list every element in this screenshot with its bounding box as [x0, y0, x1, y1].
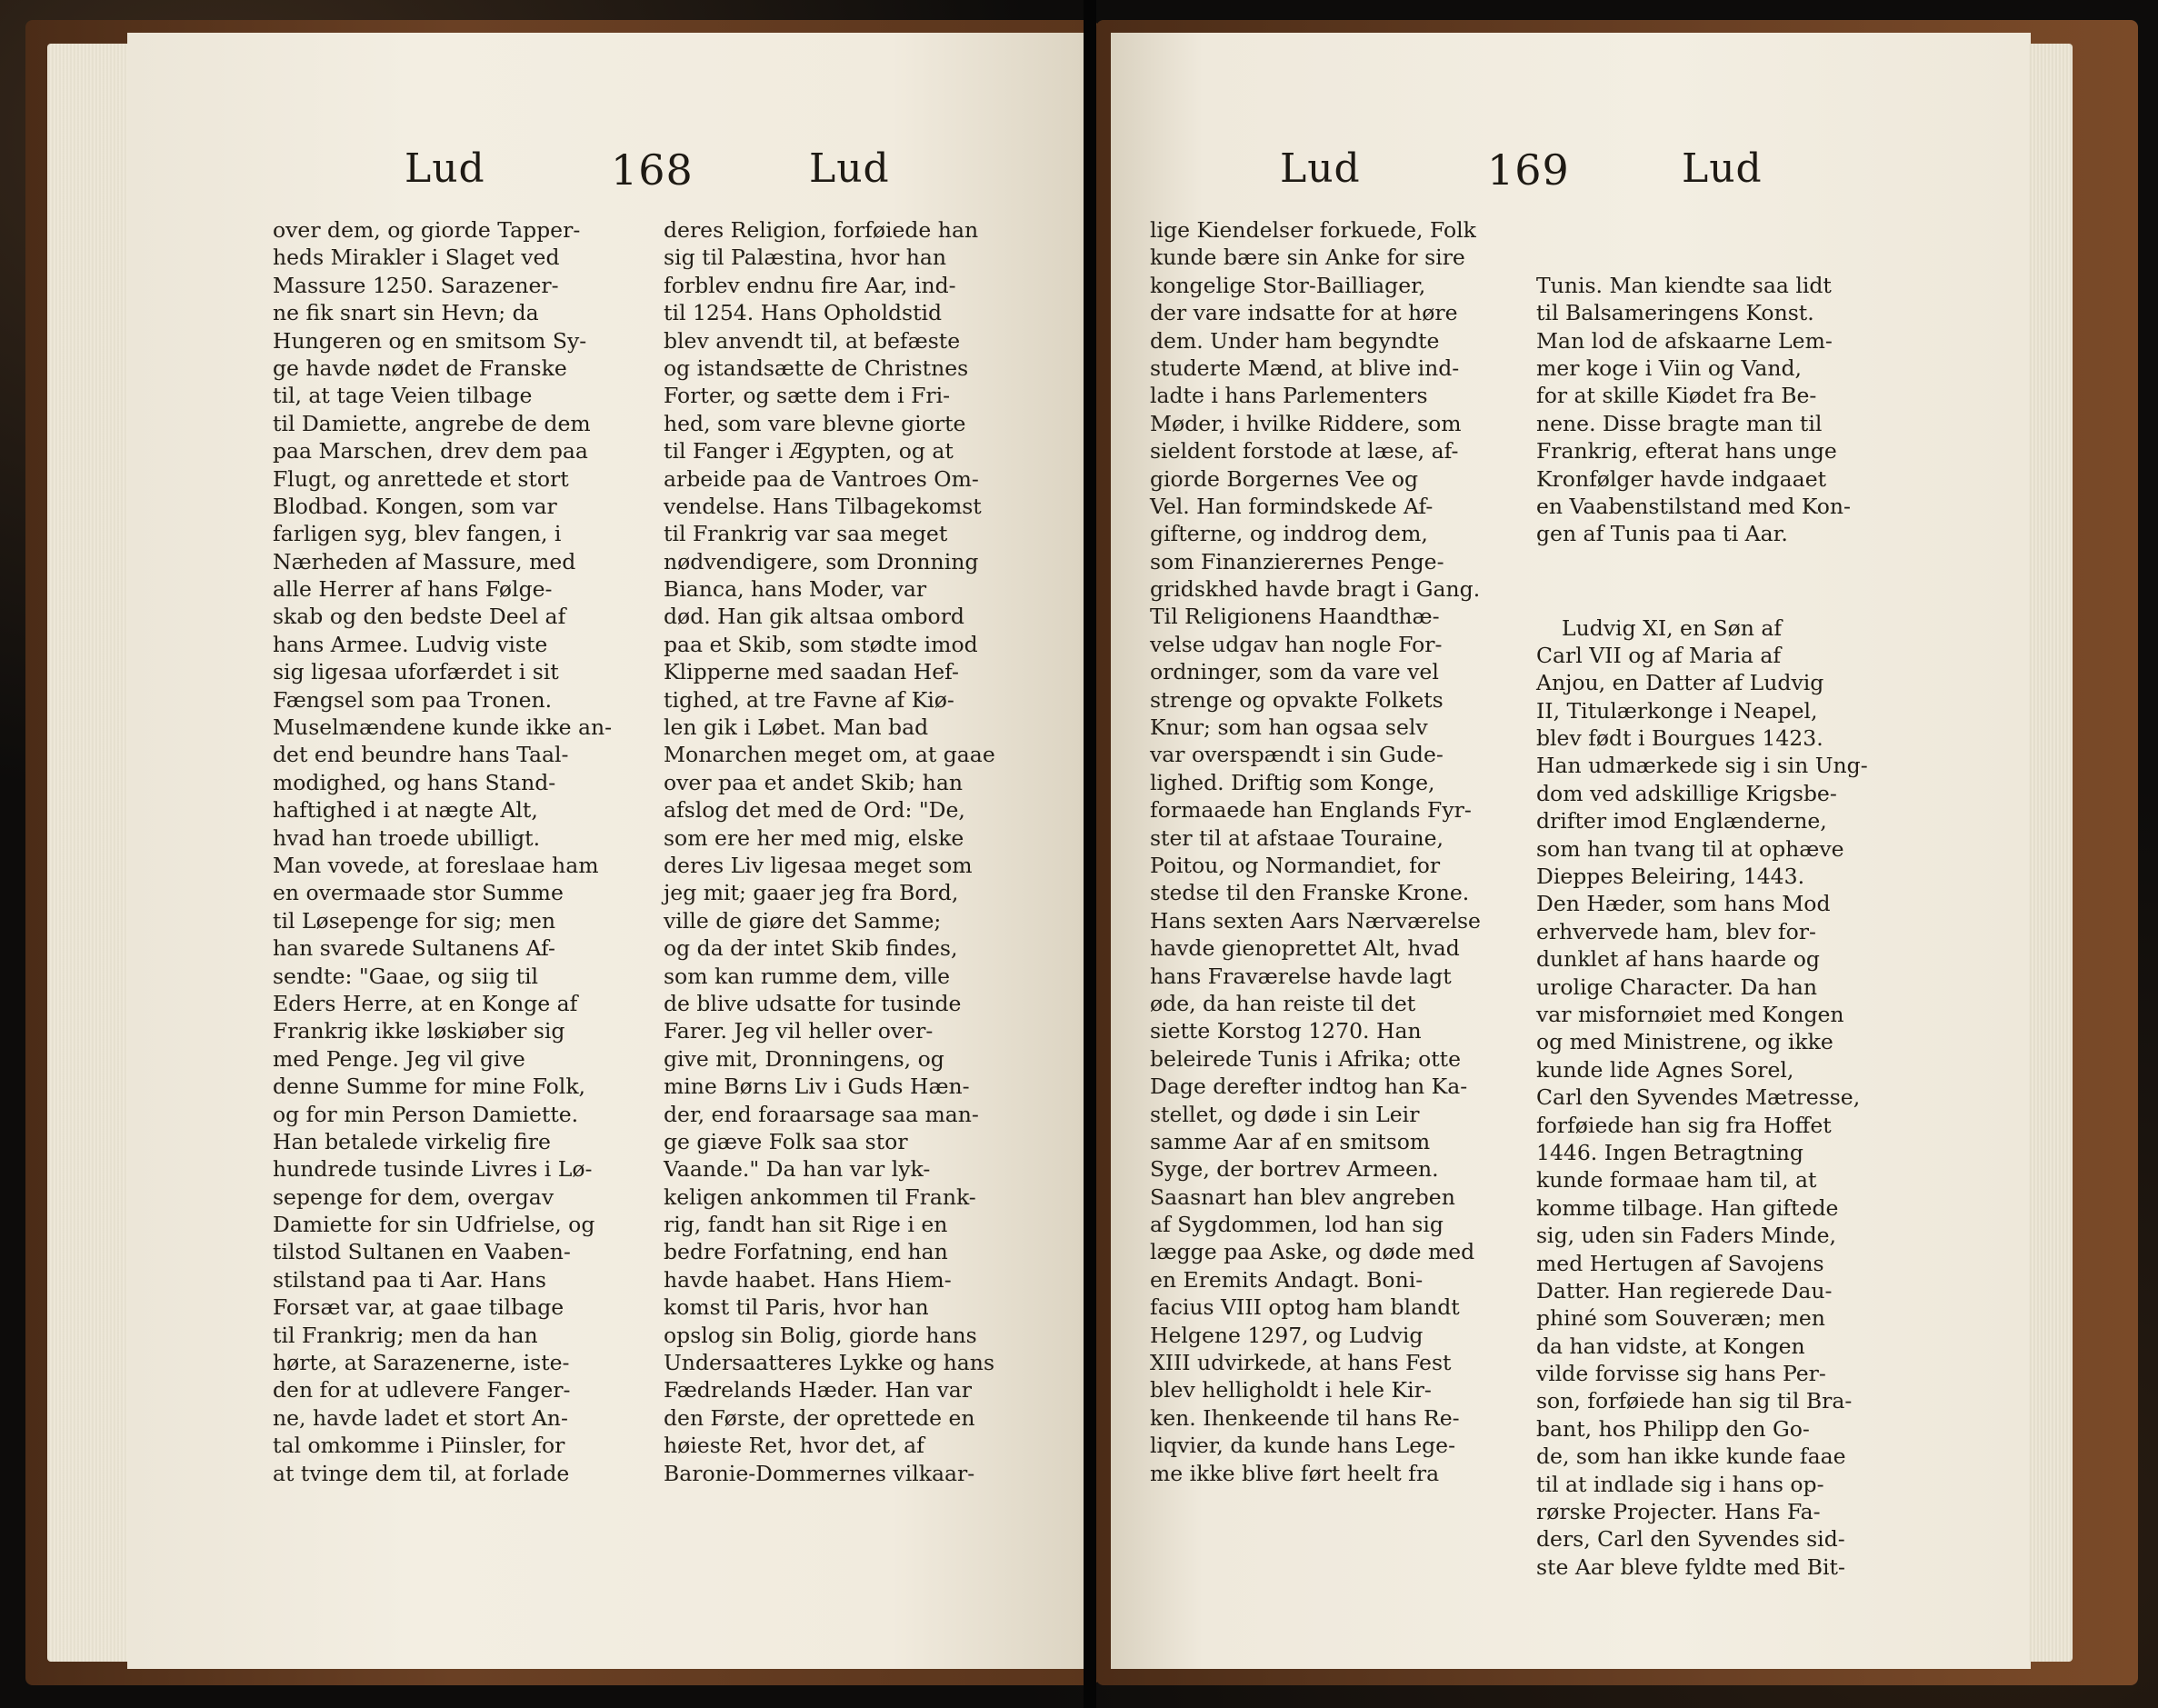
text-line: Tunis. Man kiendte saa lidt	[1536, 272, 1832, 298]
text-line: jeg mit; gaaer jeg fra Bord,	[664, 880, 959, 906]
text-line: Flugt, og anrettede et stort	[273, 465, 569, 492]
text-line: sig til Palæstina, hvor han	[664, 245, 947, 271]
text-line: Den Hæder, som hans Mod	[1536, 891, 1831, 917]
text-line: Forter, og sætte dem i Fri-	[664, 383, 951, 409]
text-line: Saasnart han blev angreben	[1150, 1184, 1455, 1210]
text-line: Vaande." Da han var lyk-	[664, 1156, 931, 1183]
text-line: modighed, og hans Stand-	[273, 769, 556, 795]
text-line: Farer. Jeg vil heller over-	[664, 1018, 934, 1044]
text-line: ladte i hans Parlementers	[1150, 383, 1428, 409]
text-line: sepenge for dem, overgav	[273, 1184, 554, 1210]
text-line: deres Religion, forføiede han	[664, 217, 979, 243]
text-line: Baronie-Dommernes vilkaar-	[664, 1460, 975, 1486]
text-line: Hungeren og en smitsom Sy-	[273, 327, 587, 354]
text-line: liqvier, da kunde hans Lege-	[1150, 1433, 1456, 1459]
text-line: hans Fraværelse havde lagt	[1150, 963, 1452, 989]
text-line: Monarchen meget om, at gaae	[664, 742, 995, 768]
right-column-2-paragraph-1	[1536, 272, 1882, 548]
text-line: mine Børns Liv i Guds Hæn-	[664, 1074, 970, 1100]
text-line: og for min Person Damiette.	[273, 1101, 579, 1127]
text-line: Frankrig, efterat hans unge	[1536, 438, 1837, 464]
text-line: de blive udsatte for tusinde	[664, 990, 962, 1016]
text-line: Han udmærkede sig i sin Ung-	[1536, 753, 1868, 779]
text-line: og istandsætte de Christnes	[664, 355, 969, 381]
right-column-2-paragraph-2	[1536, 614, 1882, 1582]
text-line: Carl VII og af Maria af	[1536, 642, 1782, 668]
text-line: til, at tage Veien tilbage	[273, 383, 533, 409]
text-line: ken. Ihenkeende til hans Re-	[1150, 1404, 1460, 1431]
text-line: var overspændt i sin Gude-	[1150, 742, 1444, 768]
text-line: Ludvig XI, en Søn af	[1562, 614, 1783, 641]
right-page-column-2	[1536, 216, 1882, 1609]
text-line: lige Kiendelser forkuede, Folk	[1150, 217, 1476, 243]
text-line: tilstod Sultanen en Vaaben-	[273, 1239, 571, 1265]
text-line: bant, hos Philipp den Go-	[1536, 1415, 1810, 1442]
text-line: Muselmændene kunde ikke an-	[273, 714, 613, 741]
text-line: gen af Tunis paa ti Aar.	[1536, 521, 1788, 547]
text-line: erhvervede ham, blev for-	[1536, 918, 1816, 944]
text-line: da han vidste, at Kongen	[1536, 1333, 1805, 1359]
text-line: af Sygdommen, lod han sig	[1150, 1212, 1444, 1238]
text-line: Forsæt var, at gaae tilbage	[273, 1294, 564, 1321]
text-line: tal omkomme i Piinsler, for	[273, 1433, 565, 1459]
text-line: som han tvang til at ophæve	[1536, 835, 1844, 862]
text-line: stedse til den Franske Krone.	[1150, 880, 1470, 906]
text-line: over dem, og giorde Tapper-	[273, 217, 581, 243]
text-line: der, end foraarsage saa man-	[664, 1101, 979, 1127]
text-line: øde, da han reiste til det	[1150, 990, 1416, 1016]
text-line: rig, fandt han sit Rige i en	[664, 1212, 948, 1238]
text-line: facius VIII optog ham blandt	[1150, 1294, 1460, 1321]
text-line: velse udgav han nogle For-	[1150, 631, 1443, 657]
text-line: med Penge. Jeg vil give	[273, 1045, 525, 1072]
text-line: til at indlade sig i hans op-	[1536, 1471, 1824, 1497]
text-line: kunde lide Agnes Sorel,	[1536, 1056, 1794, 1083]
text-line: det end beundre hans Taal-	[273, 742, 569, 768]
text-line: arbeide paa de Vantroes Om-	[664, 465, 979, 492]
text-line: ders, Carl den Syvendes sid-	[1536, 1526, 1845, 1553]
text-line: ne, havde ladet et stort An-	[273, 1404, 568, 1431]
text-line: farligen syg, blev fangen, i	[273, 521, 562, 547]
text-line: for at skille Kiødet fra Be-	[1536, 383, 1817, 409]
text-line: studerte Mænd, at blive ind-	[1150, 355, 1460, 381]
text-line: hvad han troede ubilligt.	[273, 824, 541, 851]
text-line: Hans sexten Aars Nærværelse	[1150, 907, 1481, 934]
text-line: skab og den bedste Deel af	[273, 604, 566, 630]
text-line: forføiede han sig fra Hoffet	[1536, 1112, 1832, 1138]
text-line: kunde formaae ham til, at	[1536, 1167, 1817, 1194]
text-line: give mit, Dronningens, og	[664, 1045, 944, 1072]
text-line: nødvendigere, som Dronning	[664, 548, 979, 574]
text-line: høieste Ret, hvor det, af	[664, 1433, 924, 1459]
text-line: den for at udlevere Fanger-	[273, 1377, 571, 1403]
text-line: bedre Forfatning, end han	[664, 1239, 948, 1265]
text-line: dunklet af hans haarde og	[1536, 946, 1820, 973]
text-line: Anjou, en Datter af Ludvig	[1536, 670, 1824, 696]
image-divider	[1084, 0, 1096, 1708]
text-line: blev helligholdt i hele Kir-	[1150, 1377, 1432, 1403]
text-line: komme tilbage. Han giftede	[1536, 1194, 1839, 1221]
left-page-column-2	[664, 216, 1009, 1487]
text-line: lægge paa Aske, og døde med	[1150, 1239, 1475, 1265]
text-line: Blodbad. Kongen, som var	[273, 493, 557, 519]
text-line: urolige Character. Da han	[1536, 974, 1818, 1000]
text-line: me ikke blive ført heelt fra	[1150, 1460, 1440, 1486]
text-line: og med Ministrene, og ikke	[1536, 1029, 1833, 1055]
text-line: Fængsel som paa Tronen.	[273, 686, 553, 713]
text-line: Kronfølger havde indgaaet	[1536, 465, 1827, 492]
text-line: Han betalede virkelig fire	[273, 1128, 551, 1154]
text-line: komst til Paris, hvor han	[664, 1294, 929, 1321]
left-page-column-1	[273, 216, 618, 1487]
text-line: giorde Borgernes Vee og	[1150, 465, 1419, 492]
right-page-edges	[2029, 44, 2073, 1662]
text-line: til Frankrig var saa meget	[664, 521, 948, 547]
text-line: Eders Herre, at en Konge af	[273, 990, 578, 1016]
text-line: ville de giøre det Samme;	[664, 907, 942, 934]
text-line: havde gienoprettet Alt, hvad	[1150, 935, 1460, 962]
text-line: sig, uden sin Faders Minde,	[1536, 1223, 1836, 1249]
text-line: hørte, at Sarazenerne, iste-	[273, 1350, 570, 1376]
text-line: Poitou, og Normandiet, for	[1150, 852, 1441, 878]
text-line: en Vaabenstilstand med Kon-	[1536, 493, 1851, 519]
text-line: phiné som Souveræn; men	[1536, 1305, 1825, 1332]
text-line: beleirede Tunis i Afrika; otte	[1150, 1045, 1462, 1072]
text-line: haftighed i at nægte Alt,	[273, 797, 538, 824]
text-line: Vel. Han formindskede Af-	[1150, 493, 1434, 519]
text-line: dom ved adskillige Krigsbe-	[1536, 780, 1837, 806]
text-line: mer koge i Viin og Vand,	[1536, 355, 1803, 381]
text-line: alle Herrer af hans Følge-	[273, 576, 553, 603]
text-line: Frankrig ikke løskiøber sig	[273, 1018, 565, 1044]
text-line: at tvinge dem til, at forlade	[273, 1460, 570, 1486]
left-header-right: Lud	[809, 145, 890, 192]
text-line: død. Han gik altsaa ombord	[664, 604, 964, 630]
text-line: kongelige Stor-Bailliager,	[1150, 272, 1426, 298]
text-line: Massure 1250. Sarazener-	[273, 272, 559, 298]
text-line: der vare indsatte for at høre	[1150, 300, 1458, 326]
text-line: dem. Under ham begyndte	[1150, 327, 1440, 354]
text-line: som kan rumme dem, ville	[664, 963, 951, 989]
text-line: Til Religionens Haandthæ-	[1150, 604, 1440, 630]
left-header-left: Lud	[405, 145, 485, 192]
text-line: strenge og opvakte Folkets	[1150, 686, 1444, 713]
text-line: gifterne, og inddrog dem,	[1150, 521, 1428, 547]
text-line: til Balsameringens Konst.	[1536, 300, 1814, 326]
text-line: denne Summe for mine Folk,	[273, 1074, 586, 1100]
text-line: stilstand paa ti Aar. Hans	[273, 1266, 546, 1293]
text-line: sieldent forstode at læse, af-	[1150, 438, 1459, 464]
text-line: 1446. Ingen Betragtning	[1536, 1139, 1803, 1165]
text-line: til Fanger i Ægypten, og at	[664, 438, 954, 464]
text-line: paa Marschen, drev dem paa	[273, 438, 588, 464]
text-line: stellet, og døde i sin Leir	[1150, 1101, 1420, 1127]
text-line: og da der intet Skib findes,	[664, 935, 958, 962]
right-page-number: 169	[1487, 145, 1570, 195]
text-line: drifter imod Englænderne,	[1536, 808, 1827, 834]
text-line: heds Mirakler i Slaget ved	[273, 245, 560, 271]
text-line: Undersaatteres Lykke og hans	[664, 1350, 994, 1376]
text-line: Dieppes Beleiring, 1443.	[1536, 864, 1805, 890]
text-line: opslog sin Bolig, giorde hans	[664, 1322, 977, 1348]
text-line: ge havde nødet de Franske	[273, 355, 567, 381]
text-line: II, Titulærkonge i Neapel,	[1536, 697, 1818, 724]
text-line: lighed. Driftig som Konge,	[1150, 769, 1435, 795]
text-line: kunde bære sin Anke for sire	[1150, 245, 1465, 271]
text-line: som ere her med mig, elske	[664, 824, 964, 851]
text-line: forblev endnu fire Aar, ind-	[664, 272, 956, 298]
text-line: blev født i Bourgues 1423.	[1536, 725, 1823, 752]
text-line: hans Armee. Ludvig viste	[273, 631, 548, 657]
text-line: havde haabet. Hans Hiem-	[664, 1266, 952, 1293]
text-line: Datter. Han regierede Dau-	[1536, 1277, 1833, 1303]
text-line: Nærheden af Massure, med	[273, 548, 576, 574]
text-line: ster til at afstaae Touraine,	[1150, 824, 1444, 851]
text-line: ne fik snart sin Hevn; da	[273, 300, 539, 326]
text-line: Man vovede, at foreslaae ham	[273, 852, 599, 878]
text-line: over paa et andet Skib; han	[664, 769, 963, 795]
text-line: ordninger, som da vare vel	[1150, 659, 1439, 685]
text-line: Fædrelands Hæder. Han var	[664, 1377, 972, 1403]
text-line: Bianca, hans Moder, var	[664, 576, 927, 603]
text-line: Dage derefter indtog han Ka-	[1150, 1074, 1468, 1100]
text-line: til Frankrig; men da han	[273, 1322, 538, 1348]
text-line: ste Aar bleve fyldte med Bit-	[1536, 1553, 1845, 1580]
text-line: paa et Skib, som stødte imod	[664, 631, 978, 657]
text-line: Syge, der bortrev Armeen.	[1150, 1156, 1439, 1183]
text-line: med Hertugen af Savojens	[1536, 1250, 1824, 1276]
text-line: len gik i Løbet. Man bad	[664, 714, 929, 741]
text-line: gridskhed havde bragt i Gang.	[1150, 576, 1481, 603]
text-line: son, forføiede han sig til Bra-	[1536, 1388, 1853, 1414]
text-line: sig ligesaa uforfærdet i sit	[273, 659, 559, 685]
text-line: Helgene 1297, og Ludvig	[1150, 1322, 1424, 1348]
text-line: rørske Projecter. Hans Fa-	[1536, 1499, 1821, 1525]
text-line: keligen ankommen til Frank-	[664, 1184, 976, 1210]
text-line: vendelse. Hans Tilbagekomst	[664, 493, 982, 519]
text-line: siette Korstog 1270. Han	[1150, 1018, 1422, 1044]
text-line: ge giæve Folk saa stor	[664, 1128, 908, 1154]
text-line: Klipperne med saadan Hef-	[664, 659, 959, 685]
text-line: som Finanzierernes Penge-	[1150, 548, 1444, 574]
text-line: en overmaade stor Summe	[273, 880, 564, 906]
text-line: Knur; som han ogsaa selv	[1150, 714, 1428, 741]
right-header-left: Lud	[1280, 145, 1361, 192]
text-line: afslog det med de Ord: "De,	[664, 797, 965, 824]
text-line: var misfornøiet med Kongen	[1536, 1002, 1844, 1027]
text-line: deres Liv ligesaa meget som	[664, 852, 973, 878]
left-page-number: 168	[611, 145, 694, 195]
text-line: hed, som vare blevne giorte	[664, 410, 966, 436]
text-line: Damiette for sin Udfrielse, og	[273, 1212, 595, 1238]
text-line: samme Aar af en smitsom	[1150, 1128, 1431, 1154]
text-line: sendte: "Gaae, og siig til	[273, 963, 539, 989]
text-line: de, som han ikke kunde faae	[1536, 1443, 1846, 1470]
text-line: nene. Disse bragte man til	[1536, 410, 1823, 436]
text-line: Carl den Syvendes Mætresse,	[1536, 1084, 1861, 1111]
text-line: han svarede Sultanens Af-	[273, 935, 555, 962]
text-line: XIII udvirkede, at hans Fest	[1150, 1350, 1452, 1376]
text-line: formaaede han Englands Fyr-	[1150, 797, 1472, 824]
text-line: en Eremits Andagt. Boni-	[1150, 1266, 1424, 1293]
text-line: hundrede tusinde Livres i Lø-	[273, 1156, 593, 1183]
text-line: til Damiette, angrebe de dem	[273, 410, 591, 436]
text-line: til 1254. Hans Opholdstid	[664, 300, 943, 326]
text-line: vilde forvisse sig hans Per-	[1536, 1361, 1826, 1387]
text-line: den Første, der oprettede en	[664, 1404, 975, 1431]
text-line: blev anvendt til, at befæste	[664, 327, 961, 354]
text-line: tighed, at tre Favne af Kiø-	[664, 686, 954, 713]
text-line: Møder, i hvilke Riddere, som	[1150, 410, 1462, 436]
text-line: til Løsepenge for sig; men	[273, 907, 556, 934]
right-header-right: Lud	[1682, 145, 1763, 192]
right-page-column-1	[1150, 216, 1495, 1487]
text-line: Man lod de afskaarne Lem-	[1536, 327, 1833, 354]
left-page-edges	[47, 44, 134, 1662]
